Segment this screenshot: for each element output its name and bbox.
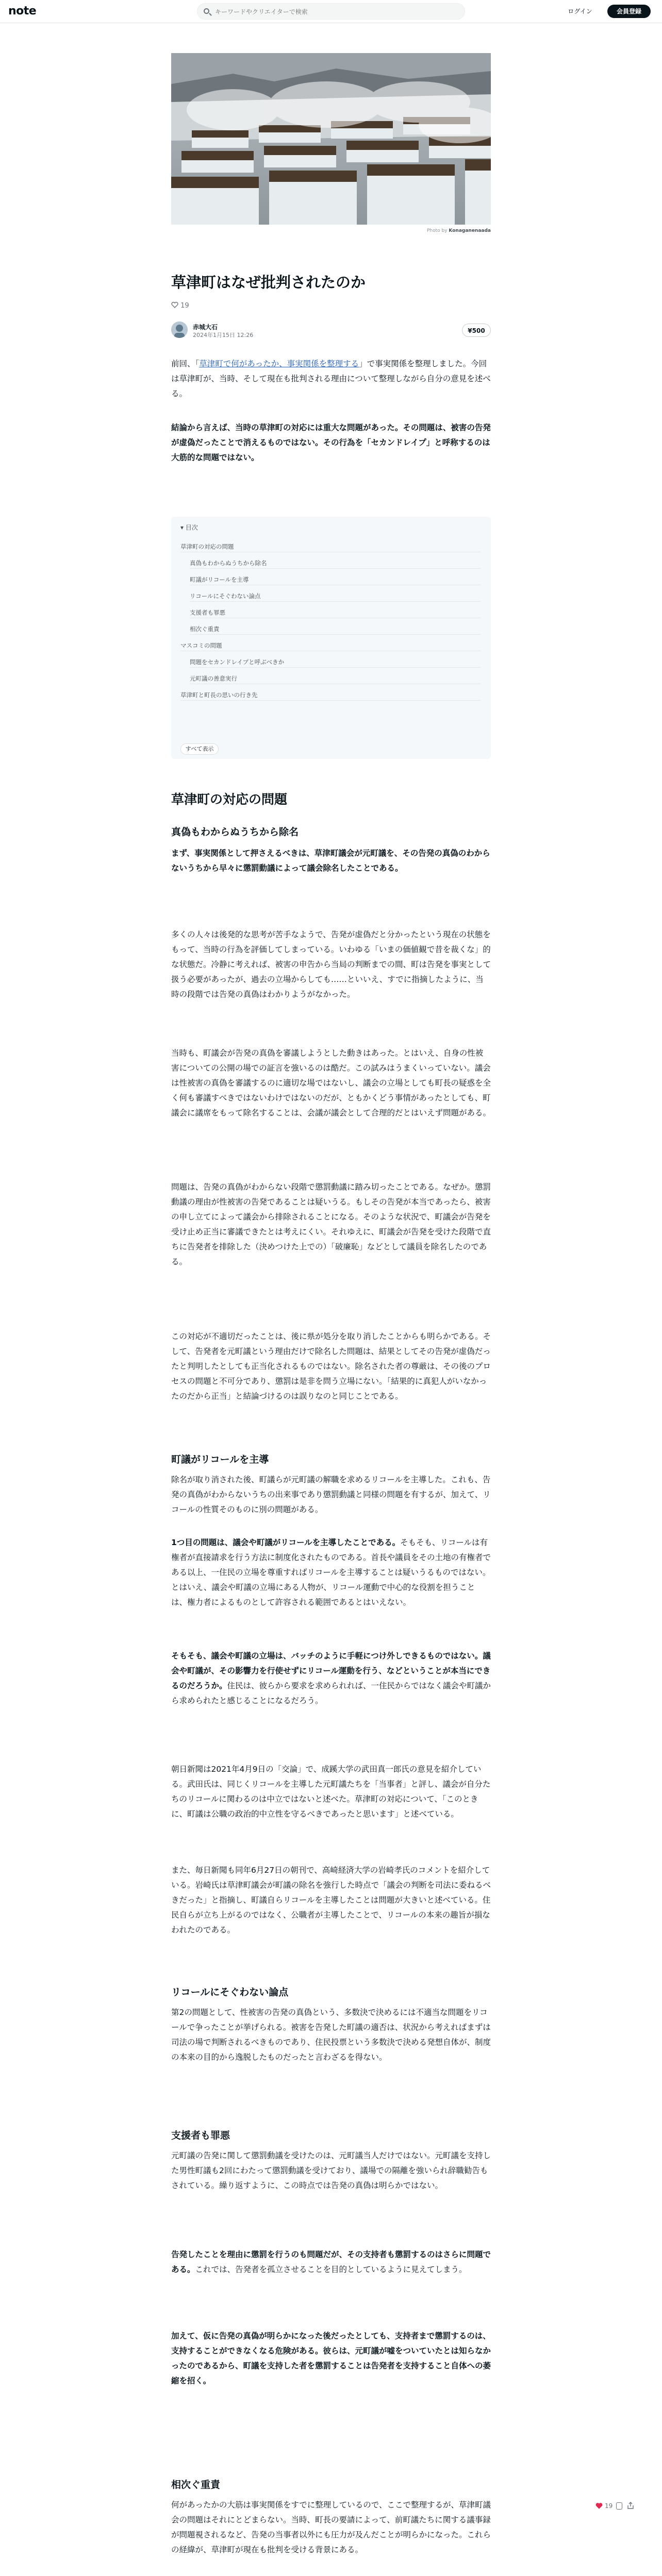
toc-item[interactable]: 真偽もわからぬうちから除名: [190, 558, 481, 569]
like-count: 19: [180, 302, 189, 310]
login-button[interactable]: ログイン: [568, 8, 592, 15]
floating-actions: [595, 2501, 635, 2513]
paragraph-text: これでは、告発者を孤立させることを目的としているように見えてしまう。: [195, 2265, 467, 2274]
paragraph: 多くの人々は後発的な思考が苦手なようで、告発が虚偽だと分かったという現在の状態をもって、当時の行為を評価してしまっている。いわゆる「いまの価値観で昔を裁くな」的な状態だ。冷静に考えれば、被害の申告から当局の判断までの間、町は告発を事実として扱う必要があったが、過去の立場からしても……といいえ、すでに指摘したように、当時の段階では告発の真偽はわかりようがなかった。: [171, 930, 491, 999]
article-title: 草津町はなぜ批判されたのか: [171, 274, 366, 291]
share-icon[interactable]: [627, 2502, 634, 2509]
previous-article-link[interactable]: 草津町で何があったか、事実関係を整理する: [199, 359, 359, 368]
paragraph-text: そもそも、リコールは有権者が直接請求を行う方法に制度化されたものである。首長や議員をその土地の有権者である以上、一住民の立場を尊重すればリコールを主導することは疑いうるものではない。とはいえ、議会や町議の立場にある人物が、リコール運動で中心的な役割を担うことは、権力者によるものとして許容される範囲であるとはいえない。: [171, 1538, 491, 1607]
paragraph: 除名が取り消された後、町議らが元町議の解職を求めるリコールを主導した。これも、告発の真偽がわからないうちの出来事であり懲罰動議と同様の問題を有するが、加えて、リコールの性質そのものに別の問題がある。: [171, 1475, 491, 1514]
hero-image: [171, 53, 491, 225]
toc-item[interactable]: 支援者も罪悪: [190, 607, 481, 618]
photo-credit: [171, 228, 491, 233]
paragraph: [171, 1649, 491, 1708]
section-heading: 草津町の対応の問題: [171, 792, 288, 807]
paragraph: また、毎日新聞も同年6月27日の朝刊で、高崎経済大学の岩崎孝氏のコメントを紹介している。岩崎氏は草津町議会が町議の除名を強行した時点で「議会の判断を司法に委ねるべきだった」と指摘し、町議自らリコールを主導したことは問題が大きいと述べている。住民自らが立ち上がるのではなく、公職者が主導したことで、リコールの本来の趣旨が損なわれたのである。: [171, 1866, 491, 1935]
toc-item[interactable]: リコールにそぐわない論点: [190, 591, 481, 602]
paragraph: [171, 2247, 491, 2277]
like-count-top[interactable]: [171, 302, 189, 310]
author-block: [171, 321, 491, 340]
toc-show-all-button[interactable]: すべて表示: [180, 743, 219, 755]
register-button[interactable]: 会員登録: [607, 5, 651, 18]
note-logo[interactable]: note: [8, 5, 37, 18]
subsection-heading: リコールにそぐわない論点: [171, 1987, 289, 1998]
search-icon: [204, 8, 209, 14]
subsection-heading: 支援者も罪悪: [171, 2130, 230, 2141]
paragraph: まず、事実関係として押さえるべきは、草津町議会が元町議を、その告発の真偽のわからないうちから早々に懲罰動議によって議会除名したことである。: [171, 849, 490, 873]
intro-paragraph-1: [171, 357, 491, 401]
toc-item[interactable]: 草津町と町長の思いの行き先: [180, 690, 481, 701]
toc-item[interactable]: 相次ぐ重責: [190, 624, 481, 635]
photo-credit-prefix: Photo by: [426, 228, 448, 233]
site-header: [0, 0, 662, 23]
paragraph: 当時も、町議会が告発の真偽を審議しようとした動きはあった。とはいえ、自身の性被害についての公開の場での証言を強いるのは酷だ。この試みはうまくいっていない。議会は性被害の真偽を審議するのに適切な場ではないし、議会の立場としても町長の疑惑を全く何も審議すべきではないわけではないのだが、ともかくどう事情があったとしても、町議会に議席をもって除名することは、会議が議会として合理的だとはいえず問題がある。: [171, 1048, 491, 1117]
intro-text-prefix: 前回、「: [171, 359, 200, 368]
heart-icon: [171, 302, 178, 308]
paragraph: 問題は、告発の真偽がわからない段階で懲罰動議に踏み切ったことである。なぜか。懲罰動議の理由が性被害の告発であることは疑いうる。もしその告発が本当であったら、被害の申し立てによって議会から排除されることになる。そのような状況で、町議会が告発を受け止め正当に審議できたとは考えにくい。それゆえに、町議会が告発を受けた段階で直ちに告発者を排除した（決めつけた上での）「破廉恥」などとして議員を除名したのである。: [171, 1182, 491, 1266]
price-badge[interactable]: ¥500: [462, 324, 491, 337]
subsection-heading: 真偽もわからぬうちから除名: [171, 826, 299, 838]
toc-item[interactable]: 問題をセカンドレイプと呼ぶべきか: [190, 657, 481, 668]
avatar[interactable]: [171, 321, 188, 338]
paragraph-text: 住民は、彼らから要求を求められれば、一住民からではなく議会や町議から求められたと感じることになるだろう。: [171, 1681, 491, 1705]
toc-item[interactable]: 草津町の対応の問題: [180, 541, 481, 552]
intro-paragraph-2: 結論から言えば、当時の草津町の対応には重大な問題があった。その問題は、被害の告発が虚偽だったことで消えるものではない。その行為を「セカンドレイプ」と呼称するのは大筋的な問題ではない。: [171, 423, 491, 462]
paragraph: 元町議の告発に関して懲罰動議を受けたのは、元町議当人だけではない。元町議を支持した男性町議も2回にわたって懲罰動議を受けており、議場での隔離を強いられ辞職勧告もされている。繰り返すように、この時点では告発の真偽は明らかではない。: [171, 2151, 491, 2190]
paragraph: 何があったかの大筋は事実関係をすでに整理しているので、ここで整理するが、草津町議会の問題はそれにとどまらない。当時、町長の要請によって、前町議たちに関する議事録が問題視されるなど、告発の当事者以外にも圧力が及んだことが明らかになった。これらの経緯が、草津町が現在も批判を受ける背景にある。: [171, 2500, 491, 2554]
search-bar[interactable]: [197, 3, 465, 20]
toc-item[interactable]: 元町議の善意実行: [190, 673, 481, 684]
heart-icon[interactable]: [595, 2502, 603, 2510]
toc-item[interactable]: マスコミの問題: [180, 640, 481, 651]
paragraph-emphasis: そもそも、議会や町議の立場は、バッチのように手軽につけ外しできるものではない。議会や町議が、その影響力を行使せずにリコール運動を行う、などということが本当にできるのだろうか。: [171, 1651, 491, 1690]
search-input[interactable]: [214, 4, 458, 20]
photo-credit-name[interactable]: Konaganenaada: [449, 228, 491, 233]
paragraph-emphasis: 1つ目の問題は、議会や町議がリコールを主導したことである。: [171, 1538, 401, 1547]
paragraph-emphasis: 告発したことを理由に懲罰を行うのも問題だが、その支持者も懲罰するのはさらに問題である。: [171, 2250, 491, 2274]
paragraph: [171, 1535, 491, 1610]
author-name[interactable]: 赤城大石: [193, 324, 218, 331]
publish-date: 2024年1月15日 12:26: [193, 332, 254, 338]
subsection-heading: 相次ぐ重責: [171, 2479, 221, 2490]
table-of-contents: [171, 517, 491, 759]
paragraph: この対応が不適切だったことは、後に県が処分を取り消したことからも明らかである。そして、告発者を元町議という理由だけで除名した問題は、結果としてその告発が虚偽だったと判明したとしても正当化されるものではない。除名された者の尊厳は、その後のプロセスの問題と不可分であり、懲罰は是非を問う立場にない。「結果的に真犯人がいなかったのだから正当」と結論づけるのは誤りなのと同じことである。: [171, 1332, 491, 1401]
toc-item[interactable]: 町議がリコールを主導: [190, 574, 481, 585]
subsection-heading: 町議がリコールを主導: [171, 1454, 269, 1465]
toc-heading[interactable]: ▾ 目次: [180, 524, 198, 531]
intro-text-suffix: 」で事実関係を整理しました。今回は草津町が、当時、そして現在も批判される理由について整理しながら自分の意見を述べる。: [171, 359, 491, 398]
comment-icon[interactable]: [616, 2502, 622, 2510]
paragraph: 第2の問題として、性被害の告発の真偽という、多数決で決めるには不適当な問題をリコールで争ったことが挙げられる。被害を告発した町議の適否は、状況から考えればまずは司法の場で判断されるべきものであり、住民投票という多数決で決める発想自体が、制度の本来の目的から逸脱したものだったと言わざるを得ない。: [171, 2008, 491, 2062]
paragraph: 朝日新聞は2021年4月9日の「交論」で、成蹊大学の武田真一郎氏の意見を紹介している。武田氏は、同じくリコールを主導した元町議たちを「当事者」と評し、議会が自分たちのリコールに関わるのは中立ではないと述べた。草津町の対応について、「このときに、町議は公職の政治的中立性を守るべきであったと思います」と述べている。: [171, 1765, 491, 1819]
paragraph: 加えて、仮に告発の真偽が明らかになった後だったとしても、支持者まで懲罰するのは、支持することができなくなる危険がある。彼らは、元町議が嘘をついていたとは知らなかったのであるから、町議を支持した者を懲罰することは告発者を支持すること自体への萎縮を招く。: [171, 2331, 491, 2385]
floating-like-count: 19: [605, 2502, 613, 2510]
